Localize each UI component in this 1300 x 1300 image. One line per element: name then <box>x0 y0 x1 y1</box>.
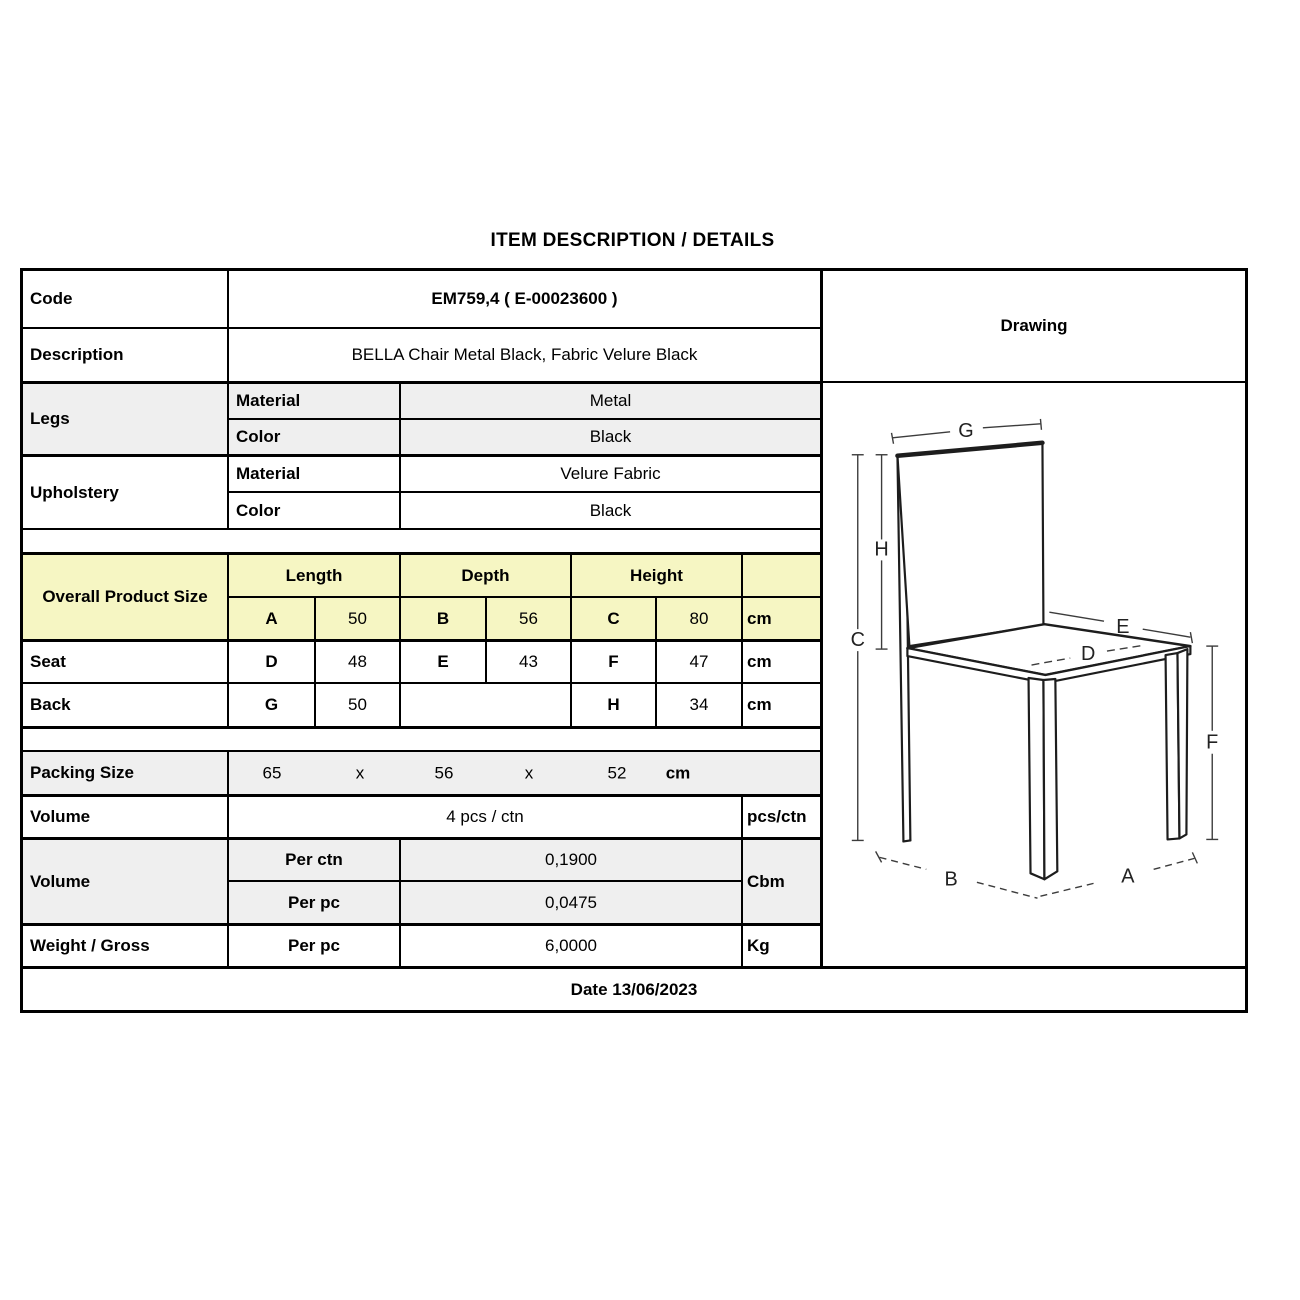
packing-dim3: 52 <box>607 763 627 783</box>
overall-c-key: C <box>570 596 655 639</box>
volume-carton-label: Volume <box>23 794 227 837</box>
seat-unit: cm <box>741 639 820 682</box>
back-empty-cell <box>399 682 570 726</box>
dim-label-c: C <box>850 629 865 652</box>
per-ctn-value: 0,1900 <box>399 837 741 880</box>
dim-label-f: F <box>1206 731 1219 754</box>
legs-color-value: Black <box>399 418 820 454</box>
dim-label-h: H <box>874 538 889 561</box>
overall-b-key: B <box>399 596 485 639</box>
height-header: Height <box>570 552 741 596</box>
code-value: EM759,4 ( E-00023600 ) <box>227 271 820 327</box>
chair-drawing <box>823 383 1245 966</box>
dim-line-a <box>1040 852 1197 896</box>
date-row: Date 13/06/2023 <box>23 966 1245 1010</box>
code-label: Code <box>30 289 73 309</box>
page-title: ITEM DESCRIPTION / DETAILS <box>490 230 775 251</box>
depth-header: Depth <box>399 552 570 596</box>
upholstery-label: Upholstery <box>23 454 227 528</box>
back-h-key: H <box>570 682 655 726</box>
seat-e-value: 43 <box>485 639 570 682</box>
description-value: BELLA Chair Metal Black, Fabric Velure Black <box>227 327 820 381</box>
packing-dim2: 56 <box>434 763 454 783</box>
length-header: Length <box>227 552 399 596</box>
chair-front-leg-left-face <box>1029 678 1045 879</box>
packing-sep2: x <box>524 763 534 783</box>
per-pc-label: Per pc <box>227 880 399 923</box>
size-header-empty-cell <box>741 552 820 596</box>
weight-value: 6,0000 <box>399 923 741 966</box>
weight-per-pc-label: Per pc <box>227 923 399 966</box>
back-unit: cm <box>741 682 820 726</box>
chair-outline <box>897 443 1190 880</box>
packing-value <box>227 750 820 794</box>
per-pc-value: 0,0475 <box>399 880 741 923</box>
seat-f-value: 47 <box>655 639 741 682</box>
dim-label-b: B <box>944 868 958 891</box>
overall-a-key: A <box>227 596 314 639</box>
overall-a-value: 50 <box>314 596 399 639</box>
description-label: Description <box>23 327 227 381</box>
drawing-area <box>820 381 1245 966</box>
back-g-key: G <box>227 682 314 726</box>
overall-size-label: Overall Product Size <box>23 552 227 639</box>
chair-front-leg-right-face <box>1043 679 1057 879</box>
dim-label-a: A <box>1121 865 1135 888</box>
volume-carton-unit: pcs/ctn <box>741 794 820 837</box>
weight-unit: Kg <box>741 923 820 966</box>
chair-backpost-foot <box>903 840 910 841</box>
spacer-row-2 <box>23 726 820 750</box>
back-g-value: 50 <box>314 682 399 726</box>
dim-label-e: E <box>1116 616 1130 639</box>
back-h-value: 34 <box>655 682 741 726</box>
packing-label: Packing Size <box>23 750 227 794</box>
per-ctn-label: Per ctn <box>227 837 399 880</box>
legs-color-label: Color <box>227 418 399 454</box>
weight-label: Weight / Gross <box>23 923 227 966</box>
dim-label-d: D <box>1080 643 1096 666</box>
spacer-row-1 <box>23 528 820 552</box>
chair-backrest <box>897 443 1043 646</box>
seat-e-key: E <box>399 639 485 682</box>
seat-d-value: 48 <box>314 639 399 682</box>
packing-unit: cm <box>665 763 691 783</box>
spec-table <box>20 268 1248 1013</box>
seat-label: Seat <box>23 639 227 682</box>
upholstery-color-value: Black <box>399 491 820 528</box>
legs-material-value: Metal <box>399 381 820 418</box>
volume-carton-value: 4 pcs / ctn <box>227 794 741 837</box>
seat-d-key: D <box>227 639 314 682</box>
upholstery-material-value: Velure Fabric <box>399 454 820 491</box>
seat-f-key: F <box>570 639 655 682</box>
upholstery-color-label: Color <box>227 491 399 528</box>
packing-sep1: x <box>355 763 365 783</box>
volume-cbm-unit: Cbm <box>741 837 820 923</box>
legs-material-label: Material <box>227 381 399 418</box>
upholstery-material-label: Material <box>227 454 399 491</box>
overall-b-value: 56 <box>485 596 570 639</box>
volume-cbm-label: Volume <box>23 837 227 923</box>
back-label: Back <box>23 682 227 726</box>
drawing-header: Drawing <box>820 271 1245 381</box>
packing-dim1: 65 <box>262 763 282 783</box>
overall-unit: cm <box>741 596 820 639</box>
legs-label: Legs <box>23 381 227 454</box>
overall-c-value: 80 <box>655 596 741 639</box>
chair-right-leg-side-face <box>1177 649 1187 838</box>
dim-label-g: G <box>958 419 974 442</box>
